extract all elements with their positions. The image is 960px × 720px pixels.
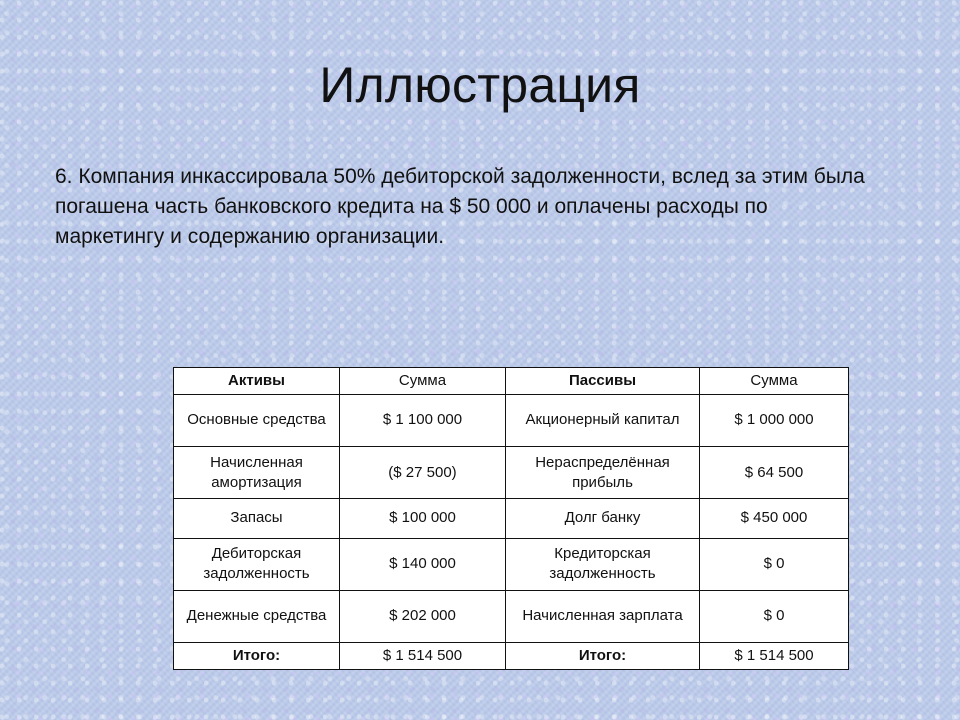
table-row — [174, 395, 849, 447]
balance-table-container — [173, 367, 848, 670]
table-header-assets: Активы — [174, 368, 340, 395]
liability-sum-cell: $ 0 — [700, 590, 849, 642]
asset-sum-cell: $ 140 000 — [340, 538, 506, 590]
table-header-row — [174, 368, 849, 395]
liability-cell: Начисленная зарплата — [506, 590, 700, 642]
liability-cell: Акционерный капитал — [506, 395, 700, 447]
asset-cell: Дебиторская задолженность — [174, 538, 340, 590]
liability-sum-cell: $ 64 500 — [700, 447, 849, 499]
table-row — [174, 499, 849, 538]
liability-total-sum: $ 1 514 500 — [700, 642, 849, 669]
balance-table — [173, 367, 849, 670]
asset-cell: Начисленная амортизация — [174, 447, 340, 499]
slide-paragraph: 6. Компания инкассировала 50% дебиторской задолженности, вслед за этим была погашена часть банковского кредита на $ 50 000 и оплачены расходы по маркетингу и содержанию организации. — [55, 165, 865, 248]
table-total-row — [174, 642, 849, 669]
asset-cell: Запасы — [174, 499, 340, 538]
liability-sum-cell: $ 450 000 — [700, 499, 849, 538]
asset-sum-cell: $ 100 000 — [340, 499, 506, 538]
slide-title: Иллюстрация — [319, 57, 641, 113]
liability-sum-cell: $ 1 000 000 — [700, 395, 849, 447]
asset-cell: Основные средства — [174, 395, 340, 447]
asset-total-label: Итого: — [174, 642, 340, 669]
table-row — [174, 538, 849, 590]
liability-cell: Нераспределённая прибыль — [506, 447, 700, 499]
asset-sum-cell: $ 202 000 — [340, 590, 506, 642]
table-row — [174, 590, 849, 642]
table-row — [174, 447, 849, 499]
liability-cell: Кредиторская задолженность — [506, 538, 700, 590]
liability-cell: Долг банку — [506, 499, 700, 538]
table-header-sum: Сумма — [340, 368, 506, 395]
asset-cell: Денежные средства — [174, 590, 340, 642]
asset-sum-cell: ($ 27 500) — [340, 447, 506, 499]
asset-sum-cell: $ 1 100 000 — [340, 395, 506, 447]
table-header-sum: Сумма — [700, 368, 849, 395]
asset-total-sum: $ 1 514 500 — [340, 642, 506, 669]
liability-sum-cell: $ 0 — [700, 538, 849, 590]
table-header-liabilities: Пассивы — [506, 368, 700, 395]
liability-total-label: Итого: — [506, 642, 700, 669]
